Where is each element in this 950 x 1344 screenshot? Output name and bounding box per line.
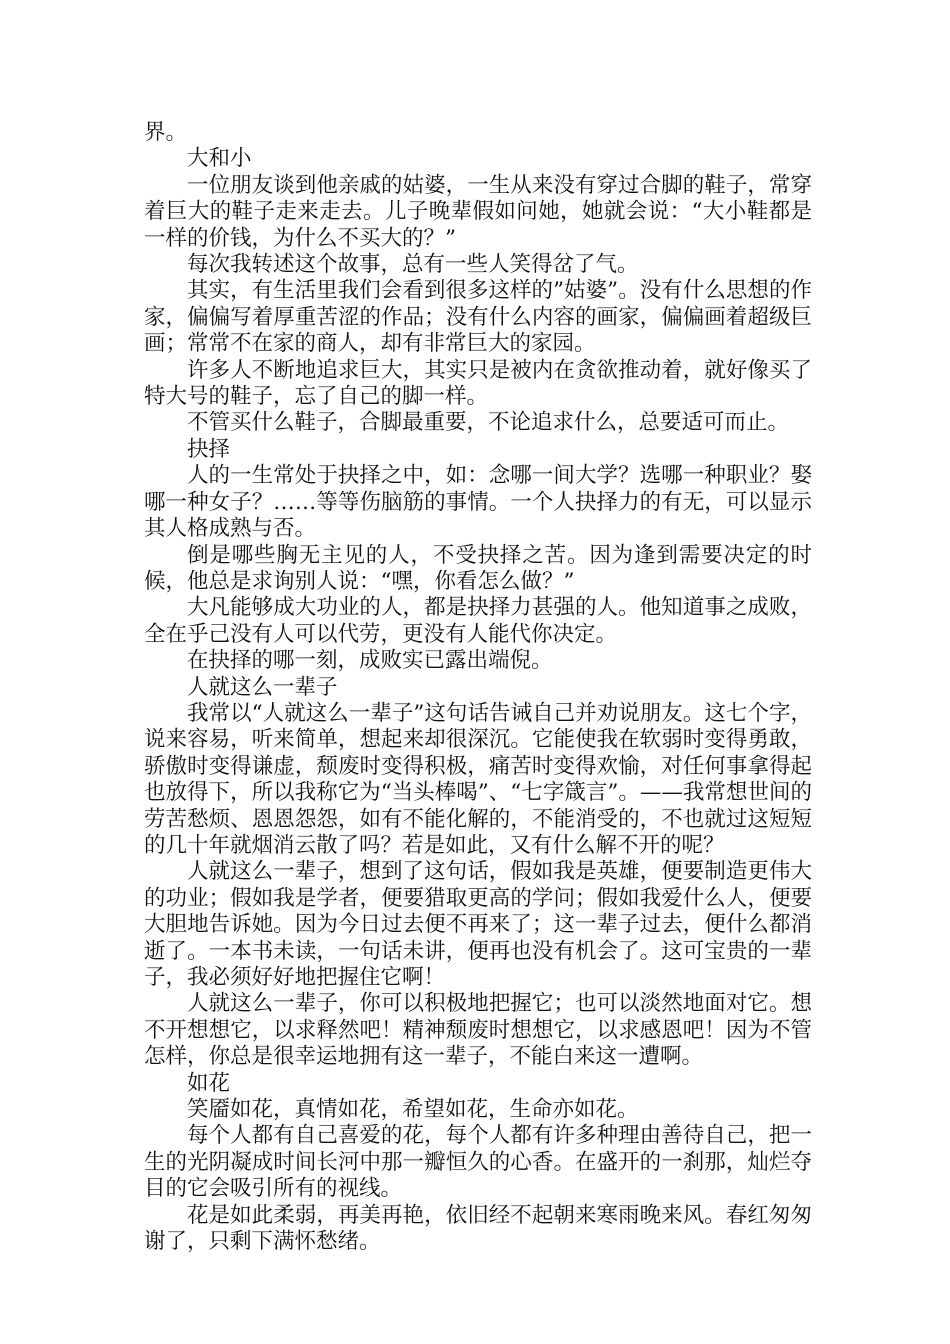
paragraph: 大凡能够成大功业的人，都是抉择力甚强的人。他知道事之成败，全在乎己没有人可以代劳，更没有人能代你决定。 — [144, 595, 812, 647]
paragraph: 笑靥如花，真情如花，希望如花，生命亦如花。 — [187, 1097, 639, 1123]
paragraph: 人就这么一辈子，想到了这句话，假如我是英雄，便要制造更伟大的功业；假如我是学者，便要猎取更高的学问；假如我爱什么人，便要大胆地告诉她。因为今日过去便不再来了；这一辈子过去，便什么都消逝了。一本书未读，一句话未讲，便再也没有机会了。这可宝贵的一辈子，我必须好好地把握住它啊！ — [144, 859, 812, 990]
paragraph: 其实，有生活里我们会看到很多这样的”姑婆”。没有什么思想的作家，偏偏写着厚重苦涩的作品；没有什么内容的画家，偏偏画着超级巨画；常常不在家的商人，却有非常巨大的家园。 — [144, 278, 812, 357]
paragraph: 许多人不断地追求巨大，其实只是被内在贪欲推动着，就好像买了特大号的鞋子，忘了自己的脚一样。 — [144, 357, 812, 410]
paragraph: 倒是哪些胸无主见的人，不受抉择之苦。因为逢到需要决定的时候，他总是求询别人说：“嘿，你看怎么做？” — [144, 542, 812, 594]
paragraph: 我常以“人就这么一辈子”这句话告诫自己并劝说朋友。这七个字，说来容易，听来简单，想起来却很深沉。它能使我在软弱时变得勇敢，骄傲时变得谦虚，颓废时变得积极，痛苦时变得欢愉，对任何事拿得起也放得下，所以我称它为“当头棒喝”、“七字箴言”。——我常想世间的劳苦愁烦、恩恩怨怨，如有不能化解的，不能消受的，不也就过这短短的几十年就烟消云散了吗？若是如此，又有什么解不开的呢？ — [144, 700, 812, 858]
section-heading-flower: 如花 — [187, 1070, 231, 1096]
paragraph: 花是如此柔弱，再美再艳，依旧经不起朝来寒雨晚来风。春红匆匆谢了，只剩下满怀愁绪。 — [144, 1202, 812, 1255]
paragraph: 人就这么一辈子，你可以积极地把握它；也可以淡然地面对它。想不开想想它，以求释然吧！精神颓废时想想它，以求感恩吧！因为不管怎样，你总是很幸运地拥有这一辈子，不能白来这一遭啊。 — [144, 991, 812, 1070]
paragraph: 在抉择的哪一刻，成败实已露出端倪。 — [187, 648, 553, 674]
paragraph: 每个人都有自己喜爱的花，每个人都有许多种理由善待自己，把一生的光阴凝成时间长河中那一瓣恒久的心香。在盛开的一刹那，灿烂夺目的它会吸引所有的视线。 — [144, 1123, 812, 1202]
paragraph: 一位朋友谈到他亲戚的姑婆，一生从来没有穿过合脚的鞋子，常穿着巨大的鞋子走来走去。儿子晚辈假如问她，她就会说：“大小鞋都是一样的价钱，为什么不买大的？” — [144, 172, 812, 251]
paragraph: 每次我转述这个故事，总有一些人笑得岔了气。 — [187, 252, 639, 278]
section-heading-choice: 抉择 — [187, 436, 231, 462]
document-page — [144, 120, 812, 1255]
paragraph: 不管买什么鞋子，合脚最重要，不论追求什么，总要适可而止。 — [187, 410, 790, 436]
section-heading-size: 大和小 — [187, 146, 252, 172]
paragraph-continuation: 界。 — [144, 120, 188, 145]
paragraph: 人的一生常处于抉择之中，如：念哪一间大学？选哪一种职业？娶哪一种女子？……等等伤脑筋的事情。一个人抉择力的有无，可以显示其人格成熟与否。 — [144, 463, 812, 542]
section-heading-lifetime: 人就这么一辈子 — [187, 674, 338, 700]
